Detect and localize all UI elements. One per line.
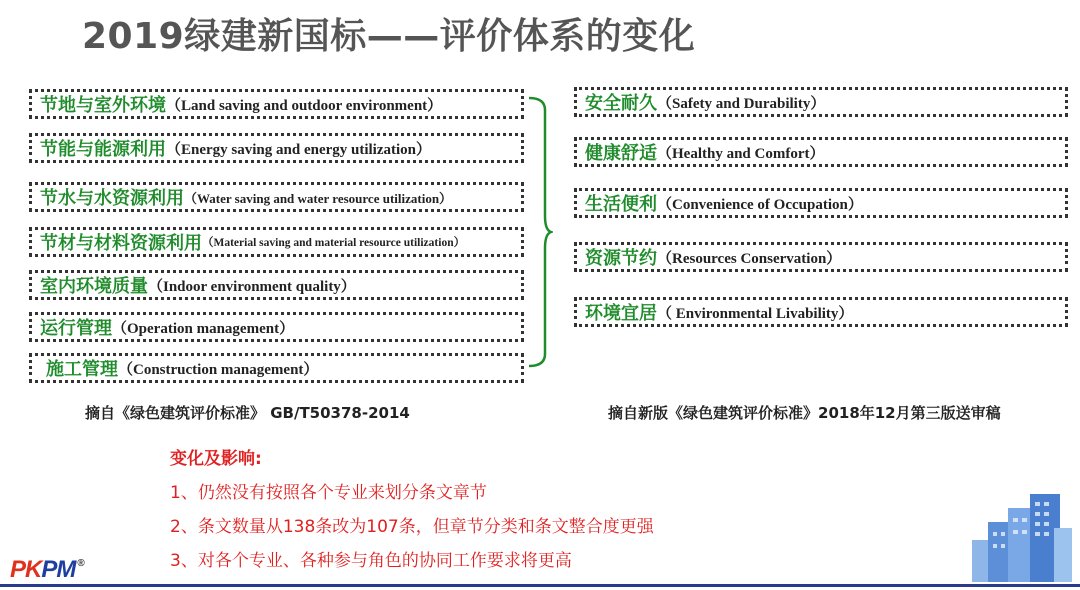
new-item-zh: 健康舒适 xyxy=(585,143,657,164)
old-item-en: （Indoor environment quality） xyxy=(148,278,356,295)
new-item-livability xyxy=(574,297,1068,327)
curly-brace-icon xyxy=(527,96,553,368)
old-item-en: （Water saving and water resource utilization） xyxy=(184,190,453,206)
new-item-en: （Resources Conservation） xyxy=(657,250,842,267)
old-item-zh: 室内环境质量 xyxy=(40,276,148,297)
new-item-en: （Safety and Durability） xyxy=(657,95,826,112)
old-standard-caption: 摘自《绿色建筑评价标准》 GB/T50378-2014 xyxy=(85,404,410,422)
old-item-en: （Material saving and material resource utilization） xyxy=(202,237,466,249)
new-item-en: （Healthy and Comfort） xyxy=(657,145,825,162)
old-item-land xyxy=(29,89,524,119)
new-item-safety xyxy=(574,87,1068,117)
old-item-operation xyxy=(29,312,524,342)
change-item: 3、对各个专业、各种参与角色的协同工作要求将更高 xyxy=(170,551,572,571)
old-item-water xyxy=(29,182,524,212)
old-item-zh: 节地与室外环境 xyxy=(40,95,166,116)
new-item-zh: 生活便利 xyxy=(585,194,657,215)
changes-title: 变化及影响: xyxy=(170,449,262,469)
old-item-en: （Land saving and outdoor environment） xyxy=(166,97,443,114)
old-item-zh: 节材与材料资源利用 xyxy=(40,233,202,254)
old-item-construction xyxy=(29,353,524,383)
new-item-health xyxy=(574,137,1068,167)
new-item-en: （Convenience of Occupation） xyxy=(657,196,863,213)
old-item-energy xyxy=(29,133,524,163)
old-item-en: （Energy saving and energy utilization） xyxy=(166,141,432,158)
change-item: 2、条文数量从138条改为107条，但章节分类和条文整合度更强 xyxy=(170,517,654,537)
registered-mark: ® xyxy=(77,558,84,569)
new-item-en: （ Environmental Livability） xyxy=(657,305,854,322)
logo-part2: PM xyxy=(41,556,76,583)
new-item-zh: 资源节约 xyxy=(585,248,657,269)
footer-divider xyxy=(0,584,1080,587)
pkpm-logo xyxy=(10,556,84,584)
old-item-zh: 施工管理 xyxy=(46,359,118,380)
old-item-zh: 节能与能源利用 xyxy=(40,139,166,160)
old-item-en: （Operation management） xyxy=(112,320,295,337)
new-item-convenience xyxy=(574,188,1068,218)
new-standard-caption: 摘自新版《绿色建筑评价标准》2018年12月第三版送审稿 xyxy=(608,404,1001,422)
old-item-zh: 节水与水资源利用 xyxy=(40,188,184,209)
change-item: 1、仍然没有按照各个专业来划分条文章节 xyxy=(170,483,487,503)
page-title: 2019绿建新国标——评价体系的变化 xyxy=(82,16,696,57)
old-item-indoor xyxy=(29,270,524,300)
old-item-en: （Construction management） xyxy=(118,361,319,378)
buildings-icon xyxy=(968,488,1074,582)
logo-part1: PK xyxy=(10,556,42,583)
old-item-zh: 运行管理 xyxy=(40,318,112,339)
old-item-material xyxy=(29,227,524,257)
new-item-resources xyxy=(574,242,1068,272)
new-item-zh: 环境宜居 xyxy=(585,303,657,324)
new-item-zh: 安全耐久 xyxy=(585,93,657,114)
